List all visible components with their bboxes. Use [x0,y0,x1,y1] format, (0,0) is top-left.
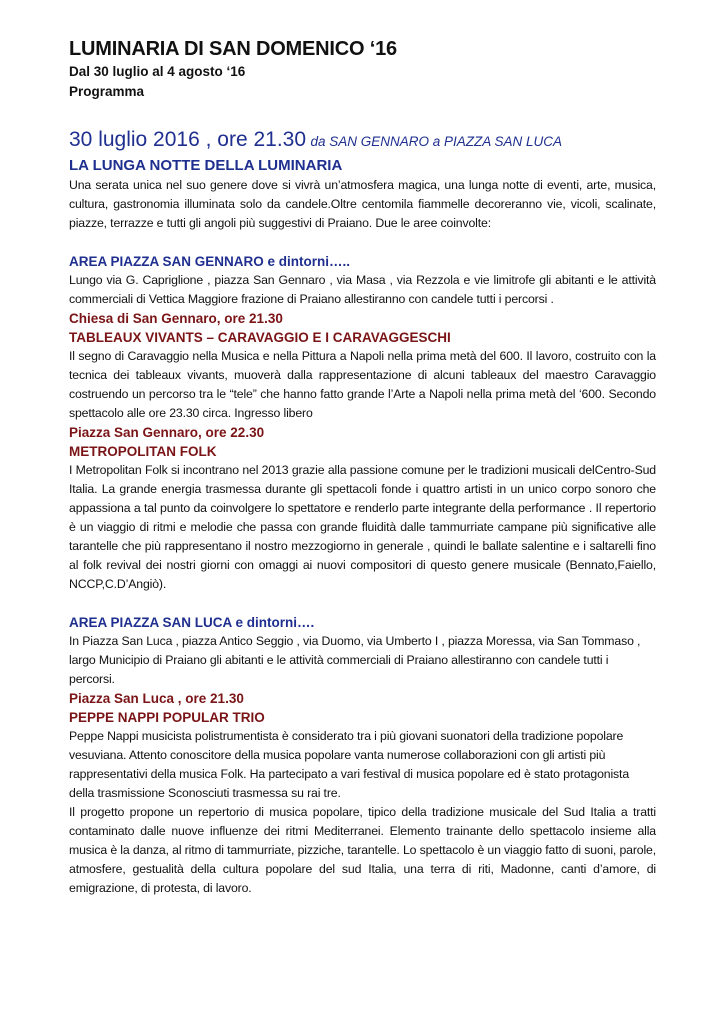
event-title: PEPPE NAPPI POPULAR TRIO [69,710,265,725]
document-page [69,36,656,898]
area-san-luca-heading: AREA PIAZZA SAN LUCA e dintorni…. [69,615,315,630]
event-description: Peppe Nappi musicista polistrumentista è considerato tra i più giovani suonatori della tradizione popolare vesuviana. Attento conoscitore della musica popolare vanta numerose collaborazioni con gli artisti più rappresentativi della musica Folk. Ha partecipato a vari festival di musica popolare ed è stato protagonista della trasmissione Sconosciuti trasmessa su rai tre. [69,729,630,800]
spacer [69,594,656,613]
intro-paragraph: Una serata unica nel suo genere dove si vivrà un’atmosfera magica, una lunga notte di eventi, arte, musica, cultura, gastronomia illuminata solo da candele.Oltre centomila fiammelle decoreranno vie, vicoli, scalinate, piazze, terrazze e tutti gli angoli più suggestivi di Praiano. Due le aree coinvolte: [69,178,656,230]
event-description: Il segno di Caravaggio nella Musica e nella Pittura a Napoli nella prima metà del 600. Il lavoro, costruito con la tecnica dei tableaux vivants, muoverà dalla rappresentazione di alcuni tableaux del maestro Caravaggio costruendo un percorso tra le “tele” che hanno fatto grande l’Arte a Napoli nella prima metà del ‘600. Secondo spettacolo alle ore 23.30 circa. Ingresso libero [69,349,656,420]
day-route: da SAN GENNARO a PIAZZA SAN LUCA [310,134,563,149]
day-heading [69,126,656,156]
day-title: 30 luglio 2016 , ore 21.30 [69,128,307,151]
date-range: Dal 30 luglio al 4 agosto ‘16 [69,64,246,79]
area-san-luca-text: In Piazza San Luca , piazza Antico Seggio , via Duomo, via Umberto I , piazza Moressa, via San Tommaso , largo Municipio di Praiano gli abitanti e le attività commerciali di Praiano allestiranno con candele tutti i percorsi. [69,634,641,686]
programma-label: Programma [69,84,145,99]
event-description: I Metropolitan Folk si incontrano nel 2013 grazie alla passione comune per le tradizioni musicali delCentro-Sud Italia. La grande energia trasmessa durante gli spettacoli fonde i quattro artisti in un unico corpo sonoro che appassiona a tal punto da coinvolgere lo spettatore e renderlo parte integrante della performance . Il repertorio è un viaggio di ritmi e melodie che passa con grande fluidità dalle tammurriate campane più significative alle tarantelle che più rappresentano il nostro mezzogiorno in generale , quindi le ballate salentine e i saltarelli fino al folk revival dei nostri giorni con omaggi ai nuovi compositori di questo genere musicale (Bennato,Faiello, NCCP,C.D’Angiò). [69,463,656,591]
main-heading: LA LUNGA NOTTE DELLA LUMINARIA [69,157,343,174]
event-title: METROPOLITAN FOLK [69,444,217,459]
event-description: Il progetto propone un repertorio di musica popolare, tipico della tradizione musicale del Sud Italia a tratti contaminato dalle nuove influenze dei ritmi Mediterranei. Elemento trainante dello spettacolo insieme alla musica è la danza, al ritmo di tammurriate, pizziche, tarantelle. Lo spettacolo è un viaggio fatto di suoni, parole, atmosfere, gestualità della cultura popolare del sud Italia, una terra di riti, Madonne, canti d’amore, di emigrazione, di protesta, di lavoro. [69,805,656,895]
event-place: Piazza San Gennaro, ore 22.30 [69,425,265,440]
area-san-gennaro-text: Lungo via G. Capriglione , piazza San Gennaro , via Masa , via Rezzola e vie limitrofe gli abitanti e le attività commerciali di Vettica Maggiore frazione di Praiano allestiranno con candele tutti i percorsi . [69,273,656,306]
event-title: TABLEAUX VIVANTS – CARAVAGGIO E I CARAVAGGESCHI [69,330,451,345]
event-place: Chiesa di San Gennaro, ore 21.30 [69,311,283,326]
area-san-gennaro-heading: AREA PIAZZA SAN GENNARO e dintorni….. [69,254,351,269]
spacer [69,233,656,252]
event-place: Piazza San Luca , ore 21.30 [69,691,244,706]
document-title: LUMINARIA DI SAN DOMENICO ‘16 [69,38,397,60]
